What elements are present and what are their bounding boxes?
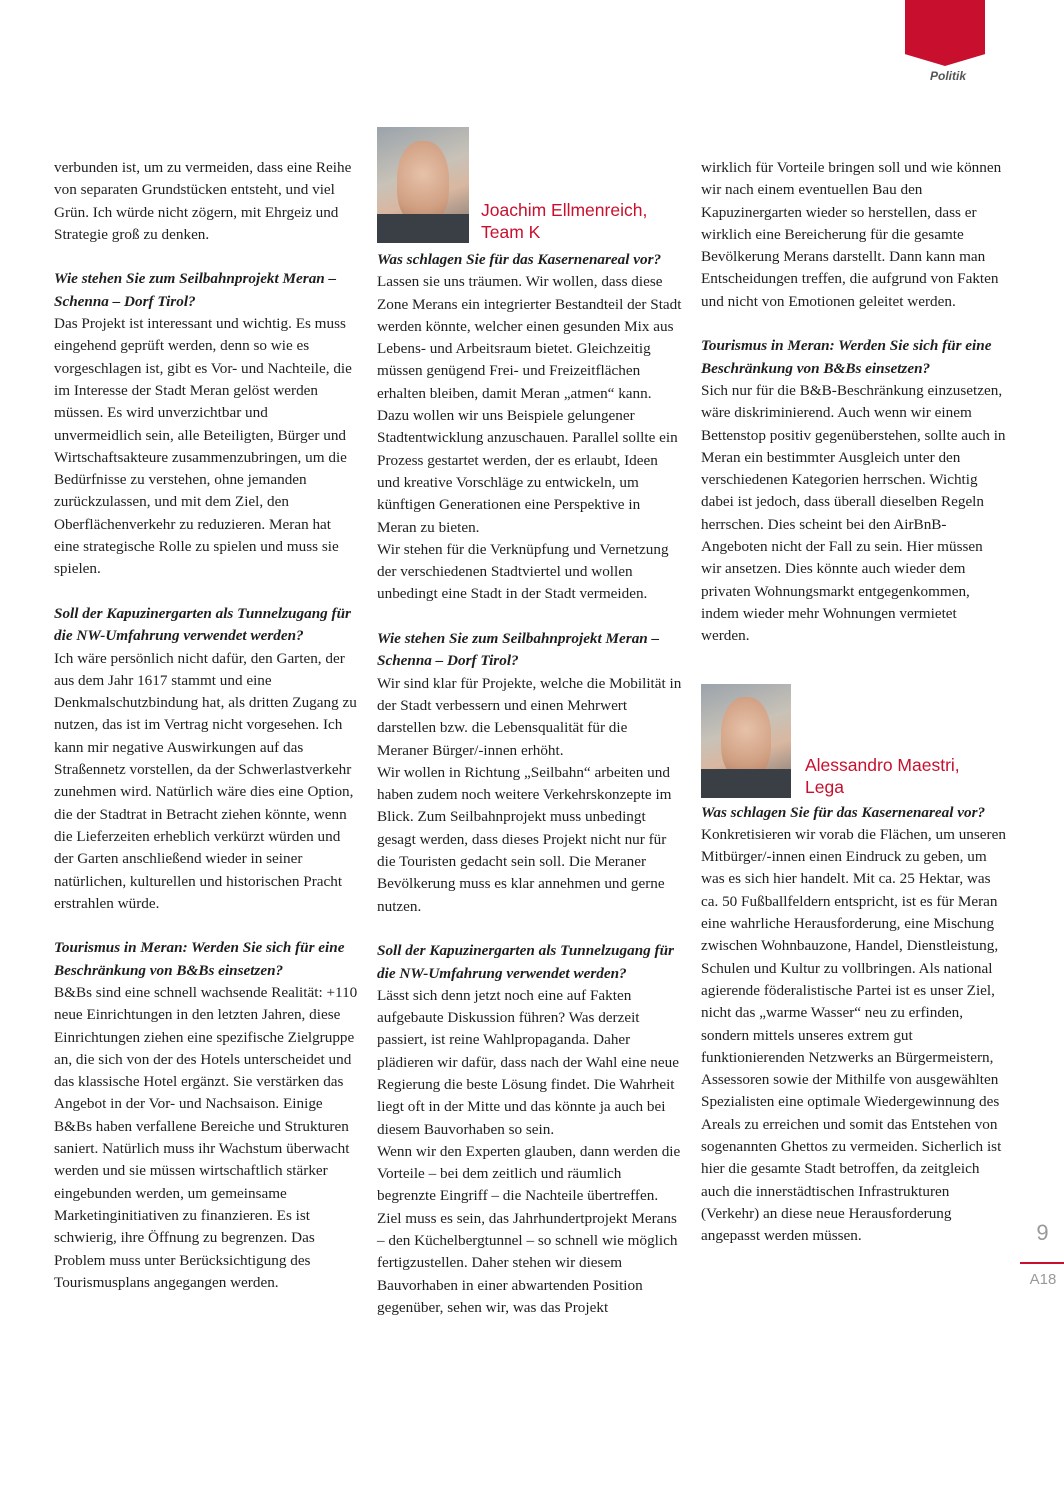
candidate-photo	[701, 684, 791, 798]
answer: Lassen sie uns träumen. Wir wollen, dass diese Zone Merans ein integrierter Bestandteil der Stadt werden könnte, welcher einen gesunden Mix aus Lebens- und Arbeitsraum bietet. Gleichzeitig müssen genügend Frei- und Freizeitflächen erhalten bleiben, damit Meran „atmen“ kann.	[377, 273, 682, 402]
question: Soll der Kapuzinergarten als Tunnelzugang für die NW-Umfahrung verwendet werden?	[377, 942, 674, 982]
question: Wie stehen Sie zum Seilbahnprojekt Meran – Schenna – Dorf Tirol?	[377, 630, 660, 670]
answer: Wenn wir den Experten glauben, dann werden die Vorteile – bei dem zeitlich und räumlich begrenzte Eingriff – die Nachteile übertreffen. Ziel muss es sein, das Jahrhundertprojekt Merans – den Küchelbergtunnel – so schnell wie möglich fertigzustellen. Daher stehen wir diesem Bauvorhaben in einer abwartenden Position gegenüber, sehen wir, was das Projekt	[377, 1142, 681, 1316]
answer: Dazu wollen wir uns Beispiele gelungener Stadtentwicklung anzuschauen. Parallel sollte ein Prozess gestartet werden, der es erlaubt, Ideen und kreative Vorschläge zu entwickeln, um künftigen Generationen eine Perspektive in Meran zu bieten.	[377, 407, 678, 536]
question: Was schlagen Sie für das Kasernenareal vor?	[701, 803, 986, 821]
column-3	[701, 157, 1006, 1247]
paragraph: verbunden ist, um zu vermeiden, dass eine Reihe von separaten Grundstücken entsteht, und viel Grün. Ich würde nicht zögern, mit Ehrgeiz und Strategie groß zu denken.	[54, 159, 352, 243]
paragraph: wirklich für Vorteile bringen soll und wie können wir nach einem eventuellen Bau den Kapuzinergarten wieder so herstellen, dass er wirklich eine Bereicherung für die gesamte Bevölkerung Merans darstellt. Dann kann man Entscheidungen treffen, die aufgrund von Fakten und nicht von Emotionen geleitet werden.	[701, 159, 1002, 310]
answer: Lässt sich denn jetzt noch eine auf Fakten aufgebaute Diskussion führen? Was derzeit passiert, ist reine Wahlpropaganda. Daher plädieren wir dafür, dass nach der Wahl eine neue Regierung die beste Lösung findet. Die Wahrheit liegt oft in der Mitte und das könnte ja auch bei diesem Bauvorhaben so sein.	[377, 986, 679, 1138]
question: Was schlagen Sie für das Kasernenareal vor?	[377, 251, 662, 268]
question: Wie stehen Sie zum Seilbahnprojekt Meran – Schenna – Dorf Tirol?	[54, 270, 337, 310]
question: Soll der Kapuzinergarten als Tunnelzugang für die NW-Umfahrung verwendet werden?	[54, 604, 351, 645]
issue-code: A18	[1029, 1271, 1057, 1288]
candidate-header	[377, 127, 682, 243]
answer: Sich nur für die B&B-Beschränkung einzusetzen, wäre diskriminierend. Auch wenn wir einem Bettenstop positiv gegenüberstehen, sollte auch in Meran ein bestimmter Ausgleich unter den verschiedenen Kategorien herrschen. Wichtig dabei ist jedoch, dass überall dieselben Regeln herrschen. Dies scheint bei den AirBnB-Angeboten nicht der Fall zu sein. Hier müssen wir ansetzen. Dies könnte auch wieder dem privaten Wohnungsmarkt entgegenkommen, indem wieder mehr Wohnungen vermietet werden.	[701, 381, 1006, 645]
candidate-name: Joachim Ellmenreich, Team K	[481, 200, 648, 242]
question: Tourismus in Meran: Werden Sie sich für eine Beschränkung von B&Bs einsetzen?	[701, 337, 992, 377]
answer: B&Bs sind eine schnell wachsende Realität: +110 neue Einrichtungen in den letzten Jahren, diese Einrichtungen ziehen eine spezifische Zielgruppe an, die sich von der des Hotels unterscheidet und das klassische Hotel ergänzt. Sie verstärken das Angebot in der Vor- und Nachsaison. Einige B&Bs haben verfallene Bereiche und Strukturen saniert. Natürlich muss ihr Wachstum überwacht werden und sie müssen wirtschaftlich stärker eingebunden werden, um gemeinsame Marketinginitiativen zu finanzieren. Es ist schwierig, ihre Öffnung zu begrenzen. Das Problem muss unter Berücksichtigung des Tourismusplans angegangen werden.	[54, 983, 358, 1291]
answer: Wir stehen für die Verknüpfung und Vernetzung der verschiedenen Stadtviertel und wollen unbedingt eine Stadt in der Stadt vermeiden.	[377, 540, 669, 603]
column-2	[377, 127, 682, 1319]
answer: Das Projekt ist interessant und wichtig. Es muss eingehend geprüft werden, denn so wie es vorgeschlagen ist, gibt es Vor- und Nachteile, die im Interesse der Stadt Meran gelöst werden müssen. Es wird unverzichtbar und unvermeidlich sein, alle Beteiligten, Bürger und Wirtschaftsakteure zusammenzubringen, um die Bedürfnisse zu verstehen, ohne jemanden zurückzulassen, und mit dem Ziel, den Oberflächenverkehr zu reduzieren. Meran hat eine strategische Rolle zu spielen und muss sie spielen.	[54, 315, 352, 578]
section-tab	[905, 0, 985, 66]
section-label: Politik	[930, 69, 967, 83]
column-1	[54, 157, 359, 1294]
page-number: 9	[1036, 1220, 1049, 1245]
answer: Wir wollen in Richtung „Seilbahn“ arbeiten und haben zudem noch weitere Verkehrskonzepte im Blick. Zum Seilbahnprojekt muss unbedingt gesagt werden, dass dieses Projekt nicht nur für die Touristen gedacht sein soll. Die Meraner Bevölkerung muss es klar annehmen und gerne nutzen.	[377, 763, 672, 915]
answer: Konkretisieren wir vorab die Flächen, um unseren Mitbürger/-innen einen Eindruck zu geben, um was es sich hier handelt. Mit ca. 25 Hektar, was ca. 50 Fußballfeldern entspricht, ist es für Meran eine wahrliche Herausforderung, eine Mischung zwischen Wohnbauzone, Handel, Dienstleistung, Schulen und Kultur zu vollbringen. Als national agierende föderalistische Partei ist es unser Ziel, nicht das „warme Wasser“ neu zu erfinden, sondern mittels unseres extrem gut funktionierenden Netzwerks an Bürgermeistern, Assessoren sowie der Mithilfe von ausgewählten Spezialisten eine optimale Wiedergewinnung des Areals zu erreichen und somit das Entstehen von sogenannten Ghettos zu vermeiden. Sicherlich ist hier die gesamte Stadt betroffen, da zeitgleich auch die innerstädtischen Infrastrukturen (Verkehr) an diese neue Herausforderung angepasst werden müssen.	[701, 825, 1006, 1245]
candidate-name: Alessandro Maestri, Lega	[805, 754, 960, 797]
candidate-photo	[377, 127, 469, 243]
answer: Wir sind klar für Projekte, welche die Mobilität in der Stadt verbessern und einen Mehrwert darstellen bzw. die Lebensqualität für die Meraner Bürger/-innen erhöht.	[377, 674, 682, 759]
candidate-header	[701, 684, 1006, 798]
answer: Ich wäre persönlich nicht dafür, den Garten, der aus dem Jahr 1617 stammt und eine Denkmalschutzbindung hat, als dritten Zugang zu nutzen, das ist im Vertrag nicht vorgesehen. Ich kann mir negative Auswirkungen auf das Straßennetz vorstellen, da der Schwerlastverkehr zunehmen wird. Natürlich wäre dies eine Option, die der Stadtrat in Betracht ziehen könnte, wenn die Lieferzeiten erheblich verkürzt würden und der Garten anschließend wieder in seiner natürlichen, kulturellen und historischen Pracht erstrahlen würde.	[54, 649, 357, 912]
page-rule	[1020, 1262, 1064, 1264]
question: Tourismus in Meran: Werden Sie sich für eine Beschränkung von B&Bs einsetzen?	[54, 939, 345, 979]
